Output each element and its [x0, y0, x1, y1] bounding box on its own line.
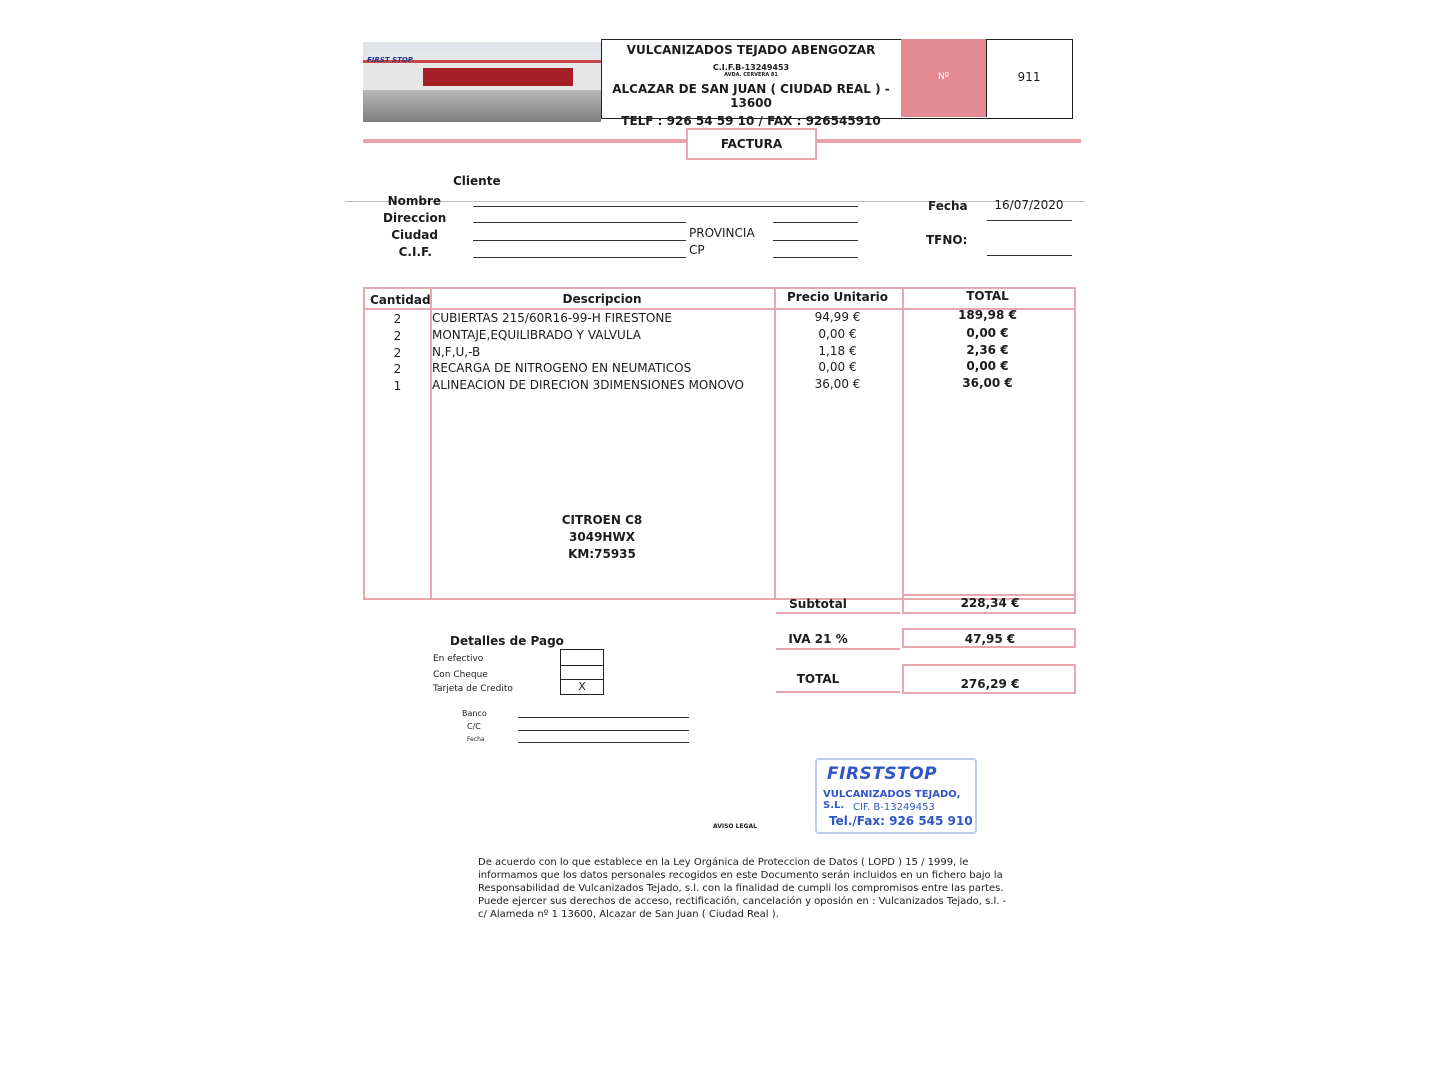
row-1-qty: 2 — [393, 312, 402, 326]
row-1-desc: CUBIERTAS 215/60R16-99-H FIRESTONE — [432, 311, 672, 325]
vehicle-km: KM:75935 — [568, 547, 636, 561]
row-1-price: 94,99 € — [814, 310, 861, 324]
city-field-line — [473, 240, 686, 241]
row-4-total: 0,00 € — [966, 359, 1009, 373]
doc-title: FACTURA — [686, 128, 817, 160]
account-field-line — [518, 730, 689, 731]
client-heading: Cliente — [453, 174, 501, 188]
iva-rule — [776, 648, 900, 650]
header-desc: Descripcion — [562, 292, 642, 306]
row-3-desc: N,F,U,-B — [432, 345, 481, 359]
header-total: TOTAL — [966, 289, 1009, 303]
row-4-price: 0,00 € — [818, 360, 857, 374]
invoice-number-label: Nº — [938, 72, 949, 82]
cif-label: C.I.F. — [398, 245, 432, 259]
phone-label: TFNO: — [926, 233, 968, 247]
address-field-line — [473, 222, 686, 223]
row-1-total: 189,98 € — [958, 308, 1017, 322]
company-phone: TELF : 926 54 59 10 / FAX : 926545910 — [621, 114, 881, 128]
total-value: 276,29 € — [960, 677, 1020, 691]
vehicle-plate: 3049HWX — [569, 530, 635, 544]
phone-field-line — [987, 255, 1072, 256]
city-label: Ciudad — [391, 228, 438, 242]
photo-sign: FIRST STOP — [367, 56, 413, 64]
province-label: PROVINCIA — [689, 226, 755, 240]
row-2-total: 0,00 € — [966, 326, 1009, 340]
stamp-phone: Tel./Fax: 926 545 910 — [829, 814, 973, 828]
row-2-qty: 2 — [393, 329, 402, 343]
total-rule — [776, 691, 900, 693]
subtotal-rule — [776, 612, 900, 614]
company-cif: C.I.F.B-13249453 — [712, 63, 790, 72]
row-2-desc: MONTAJE,EQUILIBRADO Y VALVULA — [432, 328, 642, 342]
total-label: TOTAL — [796, 672, 840, 686]
address-field-line-2 — [773, 222, 858, 223]
company-stamp — [815, 758, 973, 830]
row-3-qty: 2 — [393, 346, 402, 360]
bank-field-line — [518, 717, 689, 718]
iva-value: 47,95 € — [964, 632, 1016, 646]
account-label: C/C — [467, 722, 481, 731]
row-5-desc: ALINEACION DE DIRECION 3DIMENSIONES MONOVO — [432, 378, 745, 392]
invoice-number: 911 — [1017, 70, 1041, 84]
name-label: Nombre — [387, 194, 441, 208]
payment-date-field-line — [518, 742, 689, 743]
bank-label: Banco — [462, 709, 487, 718]
stamp-cif: CIF. B-13249453 — [853, 802, 935, 813]
legal-heading: AVISO LEGAL — [713, 823, 757, 830]
header-price: Precio Unitario — [786, 290, 888, 304]
row-3-price: 1,18 € — [818, 344, 857, 358]
header-qty: Cantidad — [370, 293, 431, 307]
shop-photo — [363, 42, 601, 122]
cp-label: CP — [689, 243, 705, 257]
company-name: VULCANIZADOS TEJADO ABENGOZAR — [626, 43, 876, 57]
date-field-line — [987, 220, 1072, 221]
stamp-company: VULCANIZADOS TEJADO, S.L. — [823, 789, 961, 811]
name-field-line — [473, 206, 858, 207]
company-block — [601, 39, 902, 128]
payment-date-label: Fecha — [467, 736, 485, 743]
row-2-price: 0,00 € — [818, 327, 857, 341]
payment-heading: Detalles de Pago — [450, 634, 564, 648]
date-value: 16/07/2020 — [994, 198, 1064, 212]
subtotal-value: 228,34 € — [960, 596, 1020, 610]
row-5-qty: 1 — [393, 379, 402, 393]
date-label: Fecha — [928, 199, 968, 213]
payment-cheque-checkbox[interactable] — [560, 664, 604, 680]
vehicle-model: CITROEN C8 — [561, 513, 643, 527]
cp-field-line — [773, 257, 858, 258]
invoice-number-label-box — [901, 39, 987, 117]
company-street: AVDA. CERVERA 81 — [724, 72, 778, 78]
province-field-line — [773, 240, 858, 241]
subtotal-label: Subtotal — [789, 597, 847, 611]
row-5-total: 36,00 € — [962, 376, 1013, 390]
company-city: ALCAZAR DE SAN JUAN ( CIUDAD REAL ) - 13600 — [612, 82, 890, 110]
client-top-rule — [345, 201, 1085, 202]
row-3-total: 2,36 € — [966, 343, 1009, 357]
stamp-brand: FIRSTSTOP — [827, 764, 938, 784]
row-4-qty: 2 — [393, 362, 402, 376]
row-4-desc: RECARGA DE NITROGENO EN NEUMATICOS — [432, 361, 692, 375]
payment-cash-label: En efectivo — [433, 654, 484, 664]
address-label: Direccion — [383, 211, 447, 225]
cif-field-line — [473, 257, 686, 258]
legal-text: De acuerdo con lo que establece en la Ley Orgánica de Proteccion de Datos ( LOPD ) 15 / 1999, le informamos que los datos personales recogidos en este Documento serán incluidos en un fichero bajo la Responsabilidad de Vulcanizados Tejado, s.l. con la finalidad de cumpli los compromisos entre las partes. Puede ejercer sus derechos de acceso, rectificación, cancelación y oposión en : Vulcanizados Tejado, s.l. - c/ Alameda nº 1 13600, Alcazar de San Juan ( Ciudad Real ). — [478, 857, 1007, 920]
payment-card-checkbox[interactable]: X — [560, 679, 604, 695]
payment-cheque-label: Con Cheque — [433, 670, 488, 680]
payment-card-label: Tarjeta de Credito — [433, 684, 513, 694]
iva-label: IVA 21 % — [788, 632, 848, 646]
row-5-price: 36,00 € — [814, 377, 861, 391]
